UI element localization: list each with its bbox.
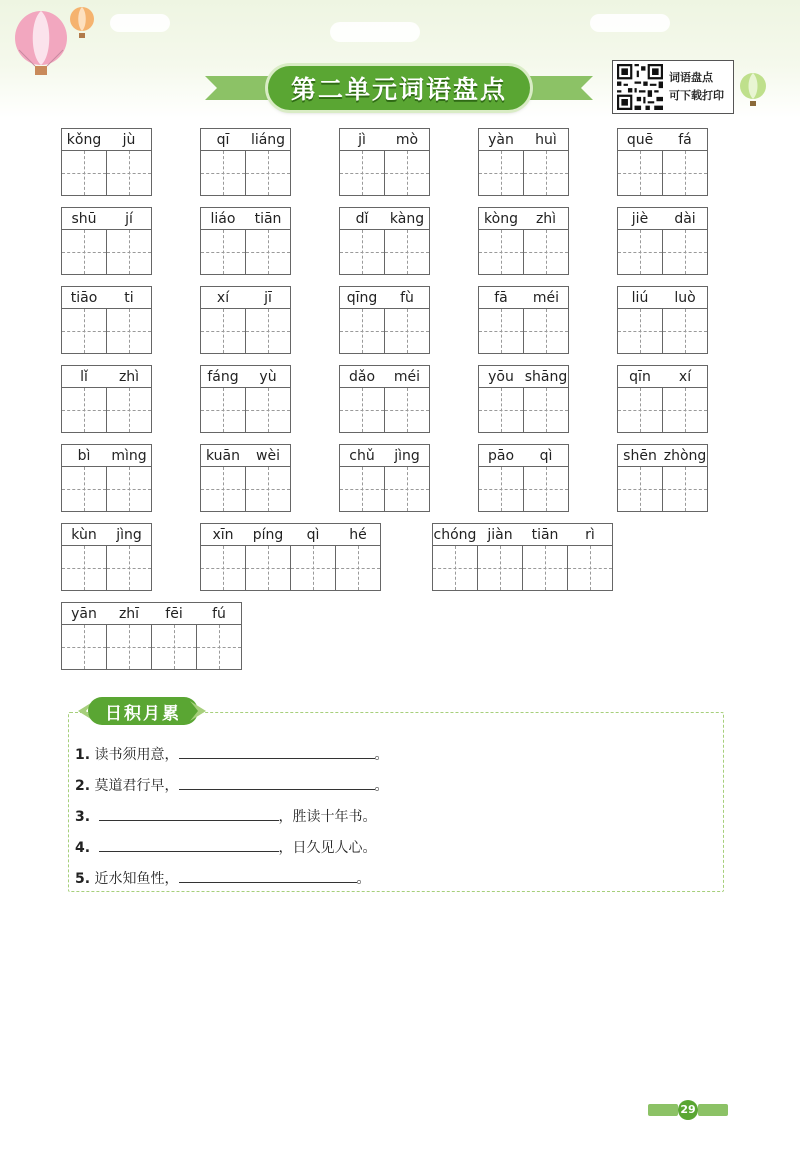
- word-item: [61, 207, 152, 275]
- qr-caption: [669, 69, 724, 105]
- tianzige-cell[interactable]: [384, 387, 430, 433]
- word-item: [61, 128, 152, 196]
- writing-grid: [339, 150, 429, 196]
- cloud-decoration: [330, 22, 420, 42]
- pinyin-syllable: liáo: [210, 211, 236, 227]
- writing-grid: [478, 150, 568, 196]
- writing-grid: [617, 150, 707, 196]
- title-ribbon-right: [523, 72, 593, 104]
- word-item: [617, 128, 708, 196]
- hot-air-balloon-icon: [68, 6, 96, 44]
- tianzige-cell[interactable]: [61, 624, 107, 670]
- pinyin-syllable: huì: [535, 132, 557, 148]
- tianzige-cell[interactable]: [106, 308, 152, 354]
- writing-grid: [478, 229, 568, 275]
- tianzige-cell[interactable]: [662, 229, 708, 275]
- tianzige-cell[interactable]: [478, 387, 524, 433]
- pinyin-syllable: mìng: [111, 448, 147, 464]
- word-item: [200, 128, 291, 196]
- riji-tag-text: 日积月累: [105, 703, 181, 724]
- tianzige-cell[interactable]: [478, 466, 524, 512]
- tianzige-cell[interactable]: [61, 308, 107, 354]
- answer-blank[interactable]: [179, 868, 357, 883]
- answer-blank[interactable]: [179, 775, 375, 790]
- word-item: [478, 365, 569, 433]
- hot-air-balloon-icon: [738, 72, 768, 112]
- pinyin-syllable: chǔ: [349, 448, 375, 464]
- pinyin-syllable: pāo: [487, 448, 515, 464]
- tianzige-cell[interactable]: [245, 229, 291, 275]
- tianzige-cell[interactable]: [196, 624, 242, 670]
- pinyin-syllable: yōu: [488, 369, 514, 385]
- pinyin-syllable: fā: [494, 290, 508, 306]
- word-item: [61, 286, 152, 354]
- riji-item-prefix: 读书须用意，: [94, 747, 179, 763]
- tianzige-cell[interactable]: [106, 545, 152, 591]
- tianzige-cell[interactable]: [617, 387, 663, 433]
- page-number: 29: [678, 1100, 698, 1120]
- writing-grid: [339, 387, 429, 433]
- word-item: [61, 444, 152, 512]
- writing-grid: [61, 150, 151, 196]
- tianzige-cell[interactable]: [662, 308, 708, 354]
- tianzige-cell[interactable]: [106, 229, 152, 275]
- pinyin-syllable: shū: [71, 211, 97, 227]
- word-item: [339, 286, 430, 354]
- tianzige-cell[interactable]: [61, 466, 107, 512]
- pinyin-syllable: zhòng: [663, 448, 707, 464]
- pinyin-syllable: fá: [678, 132, 692, 148]
- riji-item-3: [75, 806, 377, 826]
- pinyin-syllable: zhì: [535, 211, 557, 227]
- riji-item-2: [75, 775, 389, 795]
- riji-item-suffix: 。: [356, 871, 371, 887]
- tianzige-cell[interactable]: [200, 150, 246, 196]
- pinyin-syllable: jí: [125, 211, 133, 227]
- writing-grid: [200, 308, 290, 354]
- tianzige-cell[interactable]: [523, 387, 569, 433]
- tianzige-cell[interactable]: [61, 229, 107, 275]
- tianzige-cell[interactable]: [245, 308, 291, 354]
- word-item: [478, 444, 569, 512]
- writing-grid: [61, 229, 151, 275]
- cloud-decoration: [590, 14, 670, 32]
- word-item: [617, 286, 708, 354]
- riji-section: [68, 712, 724, 892]
- tianzige-cell[interactable]: [477, 545, 523, 591]
- word-item: [200, 523, 381, 591]
- writing-grid: [61, 387, 151, 433]
- tianzige-cell[interactable]: [617, 308, 663, 354]
- pinyin-syllable: liáng: [250, 132, 286, 148]
- writing-grid: [61, 545, 151, 591]
- tianzige-cell[interactable]: [384, 466, 430, 512]
- page-footer: [648, 1100, 728, 1120]
- title-ribbon-left: [205, 72, 275, 104]
- riji-item-5: [75, 868, 371, 888]
- tianzige-cell[interactable]: [339, 466, 385, 512]
- word-item: [200, 207, 291, 275]
- tianzige-cell[interactable]: [200, 466, 246, 512]
- tianzige-cell[interactable]: [200, 545, 246, 591]
- pinyin-syllable: luò: [674, 290, 696, 306]
- writing-grid: [339, 308, 429, 354]
- word-item: [432, 523, 613, 591]
- tianzige-cell[interactable]: [523, 466, 569, 512]
- word-item: [339, 444, 430, 512]
- pinyin-syllable: xīn: [212, 527, 234, 543]
- pinyin-syllable: jī: [264, 290, 272, 306]
- riji-item-number: 2.: [75, 778, 91, 794]
- writing-grid: [478, 466, 568, 512]
- tianzige-cell[interactable]: [522, 545, 568, 591]
- writing-grid: [200, 150, 290, 196]
- writing-grid: [339, 466, 429, 512]
- word-item: [61, 365, 152, 433]
- pinyin-syllable: rì: [585, 527, 595, 543]
- tianzige-cell[interactable]: [106, 387, 152, 433]
- pinyin-syllable: kuān: [205, 448, 240, 464]
- writing-grid: [61, 308, 151, 354]
- riji-item-number: 3.: [75, 809, 91, 825]
- tianzige-cell[interactable]: [662, 466, 708, 512]
- tianzige-cell[interactable]: [617, 466, 663, 512]
- word-item: [478, 286, 569, 354]
- page-title-text: 第二单元词语盘点: [290, 75, 507, 104]
- tianzige-cell[interactable]: [61, 150, 107, 196]
- tianzige-cell[interactable]: [662, 387, 708, 433]
- tianzige-cell[interactable]: [384, 229, 430, 275]
- writing-grid: [339, 229, 429, 275]
- pinyin-syllable: qì: [539, 448, 553, 464]
- pinyin-syllable: jìng: [116, 527, 142, 543]
- cloud-decoration: [110, 14, 170, 32]
- writing-grid: [617, 466, 707, 512]
- pinyin-syllable: shēn: [623, 448, 657, 464]
- pinyin-syllable: qī: [216, 132, 230, 148]
- pinyin-syllable: mò: [395, 132, 419, 148]
- writing-grid: [200, 387, 290, 433]
- qr-caption-line2: 可下载打印: [669, 89, 724, 102]
- tianzige-cell[interactable]: [245, 387, 291, 433]
- riji-tag: [88, 697, 198, 725]
- pinyin-syllable: kùn: [71, 527, 97, 543]
- writing-grid: [617, 387, 707, 433]
- riji-item-4: [75, 837, 377, 857]
- pinyin-syllable: qīng: [346, 290, 378, 306]
- tianzige-cell[interactable]: [523, 229, 569, 275]
- tianzige-cell[interactable]: [478, 150, 524, 196]
- answer-blank[interactable]: [179, 744, 375, 759]
- word-item: [478, 207, 569, 275]
- answer-blank[interactable]: [99, 837, 279, 852]
- tianzige-cell[interactable]: [335, 545, 381, 591]
- pinyin-syllable: zhī: [118, 606, 140, 622]
- riji-item-number: 1.: [75, 747, 91, 763]
- pinyin-syllable: shāng: [524, 369, 568, 385]
- tianzige-cell[interactable]: [523, 150, 569, 196]
- tianzige-cell[interactable]: [523, 308, 569, 354]
- writing-grid: [617, 308, 707, 354]
- tianzige-cell[interactable]: [245, 150, 291, 196]
- pinyin-syllable: bì: [77, 448, 91, 464]
- writing-grid: [432, 545, 612, 591]
- tianzige-cell[interactable]: [478, 308, 524, 354]
- qr-code-icon[interactable]: [617, 64, 663, 110]
- answer-blank[interactable]: [99, 806, 279, 821]
- hot-air-balloon-icon: [10, 10, 72, 84]
- pinyin-syllable: tiān: [254, 211, 282, 227]
- tianzige-cell[interactable]: [432, 545, 478, 591]
- writing-grid: [617, 229, 707, 275]
- word-item: [339, 365, 430, 433]
- pinyin-syllable: píng: [252, 527, 284, 543]
- pinyin-syllable: qīn: [629, 369, 651, 385]
- tianzige-cell[interactable]: [567, 545, 613, 591]
- pinyin-syllable: fēi: [165, 606, 183, 622]
- tianzige-cell[interactable]: [290, 545, 336, 591]
- page-bar-right: [698, 1104, 728, 1116]
- word-item: [61, 602, 242, 670]
- tianzige-cell[interactable]: [339, 229, 385, 275]
- tianzige-cell[interactable]: [617, 150, 663, 196]
- tag-arrow-right: [190, 699, 212, 723]
- tianzige-cell[interactable]: [245, 466, 291, 512]
- pinyin-syllable: jù: [122, 132, 136, 148]
- word-item: [617, 207, 708, 275]
- pinyin-syllable: tiān: [531, 527, 559, 543]
- tianzige-cell[interactable]: [106, 150, 152, 196]
- pinyin-syllable: dǎo: [348, 369, 376, 385]
- qr-download-box[interactable]: [612, 60, 734, 114]
- riji-item-number: 5.: [75, 871, 91, 887]
- word-item: [617, 444, 708, 512]
- word-item: [339, 128, 430, 196]
- word-item: [61, 523, 152, 591]
- pinyin-syllable: yān: [71, 606, 97, 622]
- pinyin-syllable: xí: [216, 290, 230, 306]
- word-item: [339, 207, 430, 275]
- riji-item-suffix: ，胜读十年书。: [278, 809, 377, 825]
- tianzige-cell[interactable]: [200, 229, 246, 275]
- pinyin-syllable: qì: [306, 527, 320, 543]
- writing-grid: [61, 624, 241, 670]
- pinyin-syllable: kàng: [389, 211, 425, 227]
- word-item: [617, 365, 708, 433]
- riji-item-number: 4.: [75, 840, 91, 856]
- pinyin-syllable: méi: [393, 369, 421, 385]
- tianzige-cell[interactable]: [617, 229, 663, 275]
- page-bar-left: [648, 1104, 678, 1116]
- word-item: [200, 286, 291, 354]
- page-title: [268, 66, 530, 110]
- word-item: [200, 365, 291, 433]
- pinyin-syllable: chóng: [433, 527, 477, 543]
- pinyin-syllable: méi: [532, 290, 560, 306]
- pinyin-syllable: lǐ: [80, 369, 88, 385]
- riji-item-suffix: ，日久见人心。: [278, 840, 377, 856]
- tianzige-cell[interactable]: [61, 545, 107, 591]
- pinyin-syllable: hé: [349, 527, 367, 543]
- tianzige-cell[interactable]: [339, 150, 385, 196]
- tianzige-cell[interactable]: [384, 308, 430, 354]
- pinyin-syllable: fú: [212, 606, 226, 622]
- pinyin-syllable: tiāo: [70, 290, 98, 306]
- pinyin-syllable: kǒng: [66, 132, 102, 148]
- riji-item-1: [75, 744, 389, 764]
- pinyin-syllable: dài: [674, 211, 696, 227]
- tianzige-cell[interactable]: [200, 308, 246, 354]
- writing-grid: [61, 466, 151, 512]
- tianzige-cell[interactable]: [245, 545, 291, 591]
- writing-grid: [478, 308, 568, 354]
- pinyin-syllable: jiàn: [487, 527, 513, 543]
- riji-item-suffix: 。: [374, 747, 389, 763]
- pinyin-syllable: fù: [400, 290, 414, 306]
- qr-caption-line1: 词语盘点: [669, 71, 713, 84]
- tianzige-cell[interactable]: [61, 387, 107, 433]
- riji-item-prefix: 莫道君行早，: [94, 778, 179, 794]
- pinyin-syllable: xí: [678, 369, 692, 385]
- pinyin-syllable: liú: [631, 290, 649, 306]
- tianzige-cell[interactable]: [200, 387, 246, 433]
- riji-item-suffix: 。: [374, 778, 389, 794]
- pinyin-syllable: quē: [626, 132, 654, 148]
- writing-grid: [200, 229, 290, 275]
- pinyin-syllable: jiè: [631, 211, 649, 227]
- tianzige-cell[interactable]: [339, 308, 385, 354]
- pinyin-syllable: jìng: [394, 448, 420, 464]
- tianzige-cell[interactable]: [662, 150, 708, 196]
- pinyin-syllable: ti: [124, 290, 134, 306]
- tianzige-cell[interactable]: [106, 624, 152, 670]
- tianzige-cell[interactable]: [151, 624, 197, 670]
- pinyin-syllable: yù: [259, 369, 277, 385]
- writing-grid: [200, 466, 290, 512]
- writing-grid: [478, 387, 568, 433]
- pinyin-syllable: kòng: [484, 211, 518, 227]
- tianzige-cell[interactable]: [478, 229, 524, 275]
- pinyin-syllable: zhì: [118, 369, 140, 385]
- pinyin-syllable: jì: [358, 132, 366, 148]
- pinyin-syllable: wèi: [256, 448, 280, 464]
- writing-grid: [200, 545, 380, 591]
- riji-item-prefix: 近水知鱼性，: [94, 871, 179, 887]
- pinyin-syllable: dǐ: [355, 211, 369, 227]
- pinyin-syllable: fáng: [207, 369, 239, 385]
- pinyin-syllable: yàn: [488, 132, 514, 148]
- tianzige-cell[interactable]: [384, 150, 430, 196]
- tianzige-cell[interactable]: [106, 466, 152, 512]
- word-item: [478, 128, 569, 196]
- tianzige-cell[interactable]: [339, 387, 385, 433]
- word-item: [200, 444, 291, 512]
